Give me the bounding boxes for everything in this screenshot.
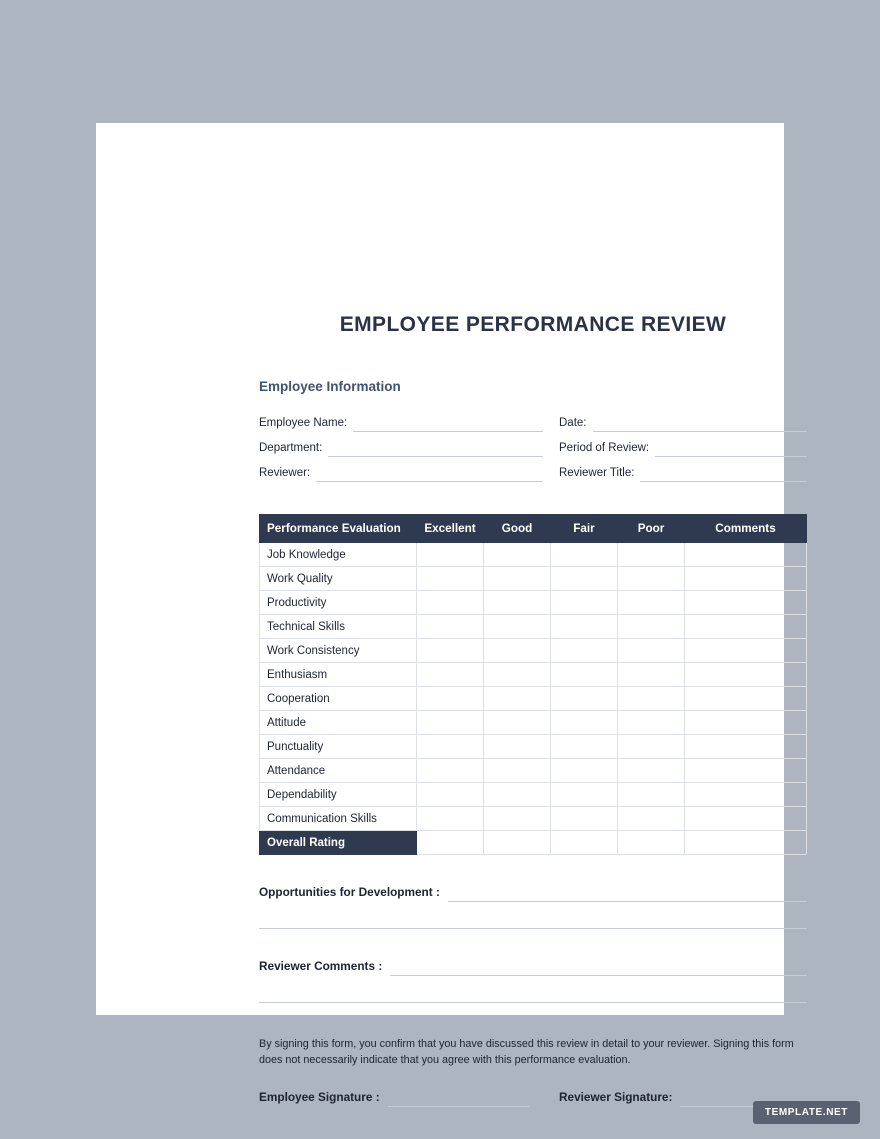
- employee-name-input[interactable]: [353, 416, 543, 432]
- cell-good[interactable]: [484, 735, 551, 759]
- cell-fair[interactable]: [551, 543, 618, 567]
- cell-poor[interactable]: [618, 687, 685, 711]
- field-date: [559, 407, 807, 432]
- performance-evaluation-table: [259, 514, 807, 855]
- field-label: Reviewer:: [259, 467, 311, 479]
- cell-fair[interactable]: [551, 615, 618, 639]
- cell-comments[interactable]: [685, 639, 807, 663]
- opportunities-label: Opportunities for Development :: [259, 885, 440, 899]
- field-employee-name: [259, 407, 559, 432]
- row-label: Technical Skills: [260, 615, 417, 639]
- cell-poor[interactable]: [618, 759, 685, 783]
- cell-poor[interactable]: [618, 591, 685, 615]
- date-input[interactable]: [593, 416, 808, 432]
- table-row: [260, 567, 807, 591]
- cell-poor[interactable]: [618, 735, 685, 759]
- reviewer-comments-label: Reviewer Comments :: [259, 959, 383, 973]
- row-label: Communication Skills: [260, 807, 417, 831]
- cell-excellent[interactable]: [417, 807, 484, 831]
- table-row: [260, 759, 807, 783]
- cell-comments[interactable]: [685, 591, 807, 615]
- cell-poor[interactable]: [618, 807, 685, 831]
- cell-good[interactable]: [484, 711, 551, 735]
- field-label: Reviewer Title:: [559, 467, 635, 479]
- section-title-employee-information: Employee Information: [259, 379, 401, 394]
- cell-excellent[interactable]: [417, 687, 484, 711]
- field-reviewer-title: [559, 457, 807, 482]
- cell-poor[interactable]: [618, 639, 685, 663]
- row-label: Attitude: [260, 711, 417, 735]
- field-department: [259, 432, 559, 457]
- opportunities-input-line-1[interactable]: [448, 886, 807, 902]
- row-label: Attendance: [260, 759, 417, 783]
- cell-comments[interactable]: [685, 783, 807, 807]
- cell-poor[interactable]: [618, 711, 685, 735]
- cell-good[interactable]: [484, 567, 551, 591]
- table-row-overall-rating: [260, 831, 807, 855]
- reviewer-signature-label: Reviewer Signature:: [559, 1090, 673, 1105]
- watermark-badge: TEMPLATE.NET: [753, 1101, 860, 1124]
- document-page: [96, 123, 794, 1105]
- cell-poor[interactable]: [618, 543, 685, 567]
- cell-excellent[interactable]: [417, 663, 484, 687]
- cell-excellent[interactable]: [417, 543, 484, 567]
- cell-good[interactable]: [484, 783, 551, 807]
- employee-signature-input[interactable]: [388, 1091, 529, 1107]
- column-header-comments: Comments: [685, 515, 807, 543]
- cell-comments[interactable]: [685, 831, 807, 855]
- cell-fair[interactable]: [551, 807, 618, 831]
- cell-fair[interactable]: [551, 591, 618, 615]
- reviewer-title-input[interactable]: [640, 466, 807, 482]
- row-label: Punctuality: [260, 735, 417, 759]
- row-label-overall-rating: Overall Rating: [260, 831, 417, 855]
- page-title: EMPLOYEE PERFORMANCE REVIEW: [339, 313, 727, 336]
- department-input[interactable]: [328, 441, 543, 457]
- cell-excellent[interactable]: [417, 783, 484, 807]
- cell-comments[interactable]: [685, 735, 807, 759]
- cell-excellent[interactable]: [417, 639, 484, 663]
- cell-comments[interactable]: [685, 615, 807, 639]
- table-row: [260, 543, 807, 567]
- cell-good[interactable]: [484, 663, 551, 687]
- field-label: Period of Review:: [559, 442, 650, 454]
- row-label: Work Consistency: [260, 639, 417, 663]
- column-header-excellent: Excellent: [417, 515, 484, 543]
- row-label: Productivity: [260, 591, 417, 615]
- cell-comments[interactable]: [685, 663, 807, 687]
- cell-comments[interactable]: [685, 567, 807, 591]
- table-row: [260, 735, 807, 759]
- cell-good[interactable]: [484, 615, 551, 639]
- document-content: [259, 313, 807, 1107]
- cell-fair[interactable]: [551, 783, 618, 807]
- table-row: [260, 807, 807, 831]
- cell-comments[interactable]: [685, 759, 807, 783]
- cell-excellent[interactable]: [417, 831, 484, 855]
- table-row: [260, 783, 807, 807]
- row-label: Job Knowledge: [260, 543, 417, 567]
- cell-good[interactable]: [484, 759, 551, 783]
- table-row: [260, 687, 807, 711]
- reviewer-input[interactable]: [316, 466, 543, 482]
- cell-comments[interactable]: [685, 711, 807, 735]
- cell-fair[interactable]: [551, 831, 618, 855]
- row-label: Cooperation: [260, 687, 417, 711]
- cell-fair[interactable]: [551, 639, 618, 663]
- reviewer-comments-input-line-2[interactable]: [259, 976, 807, 1003]
- cell-good[interactable]: [484, 543, 551, 567]
- cell-poor[interactable]: [618, 615, 685, 639]
- table-header-row: [260, 515, 807, 543]
- cell-excellent[interactable]: [417, 759, 484, 783]
- cell-good[interactable]: [484, 639, 551, 663]
- employee-signature-label: Employee Signature :: [259, 1090, 380, 1105]
- reviewer-comments-section: [259, 959, 807, 1003]
- cell-poor[interactable]: [618, 567, 685, 591]
- table-row: [260, 663, 807, 687]
- column-header-performance-evaluation: Performance Evaluation: [260, 515, 417, 543]
- column-header-poor: Poor: [618, 515, 685, 543]
- cell-good[interactable]: [484, 591, 551, 615]
- column-header-good: Good: [484, 515, 551, 543]
- cell-excellent[interactable]: [417, 711, 484, 735]
- field-period-of-review: [559, 432, 807, 457]
- field-label: Date:: [559, 417, 587, 429]
- cell-excellent[interactable]: [417, 591, 484, 615]
- cell-fair[interactable]: [551, 687, 618, 711]
- reviewer-comments-input-line-1[interactable]: [390, 960, 807, 976]
- row-label: Work Quality: [260, 567, 417, 591]
- table-row: [260, 591, 807, 615]
- signature-disclaimer: By signing this form, you confirm that you have discussed this review in detail to your reviewer. Signing this form does not necessarily indicate that you agree with this performance evaluation.: [259, 1038, 794, 1066]
- cell-fair[interactable]: [551, 759, 618, 783]
- table-row: [260, 639, 807, 663]
- cell-comments[interactable]: [685, 807, 807, 831]
- row-label: Dependability: [260, 783, 417, 807]
- employee-information-grid: [259, 407, 807, 482]
- field-label: Department:: [259, 442, 323, 454]
- cell-excellent[interactable]: [417, 615, 484, 639]
- period-of-review-input[interactable]: [655, 441, 807, 457]
- cell-fair[interactable]: [551, 567, 618, 591]
- cell-fair[interactable]: [551, 663, 618, 687]
- field-label: Employee Name:: [259, 417, 348, 429]
- employee-information-section: [259, 379, 807, 482]
- cell-excellent[interactable]: [417, 567, 484, 591]
- cell-excellent[interactable]: [417, 735, 484, 759]
- field-employee-signature: [259, 1090, 559, 1107]
- signature-grid: [259, 1090, 807, 1107]
- cell-good[interactable]: [484, 807, 551, 831]
- row-label: Enthusiasm: [260, 663, 417, 687]
- table-row: [260, 615, 807, 639]
- opportunities-for-development-section: [259, 885, 807, 929]
- cell-poor[interactable]: [618, 663, 685, 687]
- cell-good[interactable]: [484, 687, 551, 711]
- field-reviewer: [259, 457, 559, 482]
- cell-good[interactable]: [484, 831, 551, 855]
- table-row: [260, 711, 807, 735]
- cell-comments[interactable]: [685, 543, 807, 567]
- cell-comments[interactable]: [685, 687, 807, 711]
- cell-fair[interactable]: [551, 735, 618, 759]
- cell-poor[interactable]: [618, 783, 685, 807]
- column-header-fair: Fair: [551, 515, 618, 543]
- opportunities-input-line-2[interactable]: [259, 902, 807, 929]
- cell-poor[interactable]: [618, 831, 685, 855]
- cell-fair[interactable]: [551, 711, 618, 735]
